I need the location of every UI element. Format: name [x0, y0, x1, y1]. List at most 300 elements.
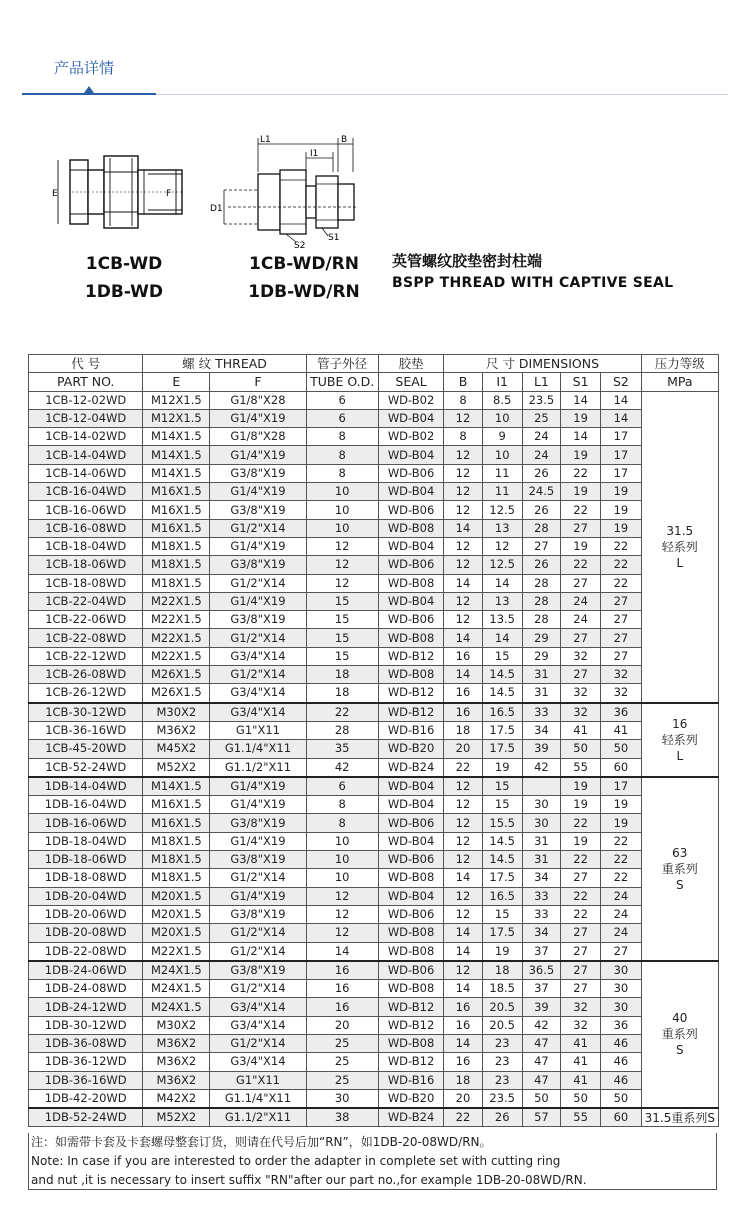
table-cell: 27: [560, 980, 600, 998]
table-row: [29, 758, 719, 777]
table-cell: G1/2"X14: [210, 574, 306, 592]
table-cell: 10: [306, 483, 378, 501]
table-cell: 14: [444, 980, 482, 998]
table-cell: 30: [601, 998, 641, 1016]
table-cell: 10: [306, 501, 378, 519]
table-cell: WD-B06: [378, 556, 444, 574]
table-cell: 22: [306, 703, 378, 722]
table-cell: 27: [560, 666, 600, 684]
fig-label-left-2: 1DB-WD: [84, 282, 164, 302]
table-cell: M16X1.5: [143, 483, 210, 501]
table-row: [29, 721, 719, 739]
table-cell: G1"X11: [210, 721, 306, 739]
table-cell: 14.5: [482, 666, 522, 684]
table-cell: 15: [306, 647, 378, 665]
table-cell: M22X1.5: [143, 629, 210, 647]
table-cell: 1CB-22-04WD: [29, 592, 143, 610]
table-row: [29, 980, 719, 998]
table-cell: 9: [482, 428, 522, 446]
pressure-class-line: 轻系列: [661, 732, 698, 747]
header-s2: S2: [601, 373, 641, 391]
table-cell: 1CB-26-08WD: [29, 666, 143, 684]
table-cell: 8: [444, 391, 482, 409]
table-cell: 1DB-16-06WD: [29, 814, 143, 832]
table-cell: 33: [522, 703, 560, 722]
table-row: [29, 796, 719, 814]
table-cell: 22: [601, 537, 641, 555]
table-cell: WD-B12: [378, 998, 444, 1016]
table-cell: 12: [444, 851, 482, 869]
table-cell: 27: [601, 611, 641, 629]
table-cell: 36: [601, 1016, 641, 1034]
table-cell: M22X1.5: [143, 592, 210, 610]
table-cell: 14: [444, 924, 482, 942]
table-cell: 13: [482, 592, 522, 610]
table-cell: 31: [522, 851, 560, 869]
table-cell: 18: [444, 1071, 482, 1089]
table-cell: 38: [306, 1108, 378, 1127]
table-row: [29, 556, 719, 574]
table-cell: 20.5: [482, 1016, 522, 1034]
table-cell: WD-B04: [378, 832, 444, 850]
table-cell: G3/4"X14: [210, 1016, 306, 1034]
pressure-class-cell: [641, 961, 718, 1108]
pressure-class-cell: [641, 1108, 718, 1127]
table-cell: 50: [522, 1089, 560, 1108]
table-cell: 6: [306, 391, 378, 409]
table-cell: G1/4"X19: [210, 832, 306, 850]
table-cell: 1DB-18-04WD: [29, 832, 143, 850]
table-cell: 19: [601, 483, 641, 501]
table-cell: 47: [522, 1071, 560, 1089]
table-cell: M24X1.5: [143, 961, 210, 980]
table-cell: WD-B06: [378, 905, 444, 923]
table-row: [29, 1016, 719, 1034]
table-row: [29, 592, 719, 610]
table-cell: 1CB-16-04WD: [29, 483, 143, 501]
table-cell: M14X1.5: [143, 777, 210, 796]
pressure-class-cell: [641, 391, 718, 703]
table-cell: 15: [482, 796, 522, 814]
table-cell: 12: [444, 464, 482, 482]
table-cell: 55: [560, 758, 600, 777]
table-cell: 14: [601, 409, 641, 427]
pressure-class-line: S: [675, 877, 684, 892]
table-cell: M24X1.5: [143, 998, 210, 1016]
table-cell: 19: [482, 942, 522, 961]
table-cell: M18X1.5: [143, 851, 210, 869]
table-cell: WD-B08: [378, 666, 444, 684]
header-f: F: [210, 373, 306, 391]
table-cell: 50: [601, 740, 641, 758]
pressure-class-line: 31.5: [666, 523, 694, 538]
table-cell: 12: [444, 611, 482, 629]
table-cell: M20X1.5: [143, 887, 210, 905]
table-cell: M26X1.5: [143, 684, 210, 703]
table-cell: 32: [601, 666, 641, 684]
table-cell: M36X2: [143, 1053, 210, 1071]
table-cell: WD-B06: [378, 611, 444, 629]
table-cell: 50: [601, 1089, 641, 1108]
table-cell: 1DB-30-12WD: [29, 1016, 143, 1034]
table-cell: 8: [306, 796, 378, 814]
table-cell: G1/2"X14: [210, 869, 306, 887]
table-cell: 12: [444, 905, 482, 923]
table-cell: G3/4"X14: [210, 684, 306, 703]
header-pres-cn: 压力等级: [641, 355, 718, 373]
table-cell: 30: [522, 796, 560, 814]
table-cell: 1DB-22-08WD: [29, 942, 143, 961]
table-cell: 18: [444, 721, 482, 739]
table-cell: 41: [601, 721, 641, 739]
table-cell: 14: [444, 574, 482, 592]
fitting-drawing-left: [48, 150, 188, 235]
table-row: [29, 905, 719, 923]
table-cell: 14: [601, 391, 641, 409]
table-cell: 1CB-22-08WD: [29, 629, 143, 647]
table-cell: 31: [522, 832, 560, 850]
table-cell: 32: [560, 998, 600, 1016]
table-cell: WD-B02: [378, 391, 444, 409]
table-cell: WD-B04: [378, 409, 444, 427]
table-cell: 26: [522, 501, 560, 519]
table-cell: 22: [601, 574, 641, 592]
header-b: B: [444, 373, 482, 391]
header-s1: S1: [560, 373, 600, 391]
table-cell: 17: [601, 446, 641, 464]
table-cell: WD-B04: [378, 796, 444, 814]
table-cell: M14X1.5: [143, 428, 210, 446]
table-cell: 17.5: [482, 869, 522, 887]
table-cell: 50: [560, 740, 600, 758]
table-cell: G1"X11: [210, 1071, 306, 1089]
header-code-en: PART NO.: [29, 373, 143, 391]
table-cell: 30: [601, 961, 641, 980]
table-cell: 1DB-16-04WD: [29, 796, 143, 814]
table-cell: WD-B12: [378, 684, 444, 703]
table-cell: 19: [560, 446, 600, 464]
table-row: [29, 1108, 719, 1127]
table-cell: 20.5: [482, 998, 522, 1016]
table-row: [29, 924, 719, 942]
header-seal-cn: 胶垫: [378, 355, 444, 373]
table-cell: 1CB-18-08WD: [29, 574, 143, 592]
table-cell: 12: [444, 592, 482, 610]
table-cell: 22: [560, 887, 600, 905]
table-cell: 37: [522, 942, 560, 961]
table-cell: M30X2: [143, 1016, 210, 1034]
table-cell: M45X2: [143, 740, 210, 758]
pressure-class-line: 重系列: [661, 861, 698, 876]
table-cell: WD-B08: [378, 924, 444, 942]
table-cell: WD-B06: [378, 464, 444, 482]
table-cell: 22: [560, 905, 600, 923]
table-cell: G3/8"X19: [210, 851, 306, 869]
table-cell: M16X1.5: [143, 519, 210, 537]
table-cell: 1CB-16-06WD: [29, 501, 143, 519]
table-cell: 19: [601, 796, 641, 814]
table-row: [29, 483, 719, 501]
table-cell: 12: [444, 556, 482, 574]
header-dim-cn: 尺 寸 DIMENSIONS: [444, 355, 641, 373]
pressure-class-line: 40: [672, 1011, 688, 1026]
table-cell: WD-B12: [378, 1016, 444, 1034]
table-cell: G1.1/2"X11: [210, 1108, 306, 1127]
table-cell: 27: [601, 592, 641, 610]
table-cell: 25: [306, 1034, 378, 1052]
table-cell: 37: [522, 980, 560, 998]
table-cell: M26X1.5: [143, 666, 210, 684]
table-cell: 27: [522, 537, 560, 555]
table-cell: M24X1.5: [143, 980, 210, 998]
table-cell: 22: [560, 814, 600, 832]
table-cell: 15: [306, 592, 378, 610]
table-cell: G3/8"X19: [210, 905, 306, 923]
table-cell: 57: [522, 1108, 560, 1127]
table-cell: WD-B08: [378, 629, 444, 647]
table-cell: 25: [306, 1071, 378, 1089]
table-cell: 22: [560, 501, 600, 519]
table-cell: G1/4"X19: [210, 409, 306, 427]
table-cell: 15: [482, 777, 522, 796]
table-cell: WD-B02: [378, 428, 444, 446]
table-cell: M36X2: [143, 721, 210, 739]
table-cell: WD-B04: [378, 446, 444, 464]
table-cell: 32: [560, 703, 600, 722]
dim-l1-label: L1: [260, 135, 271, 145]
table-row: [29, 703, 719, 722]
table-cell: 16: [444, 998, 482, 1016]
table-cell: 1DB-52-24WD: [29, 1108, 143, 1127]
table-cell: 17.5: [482, 721, 522, 739]
table-row: [29, 961, 719, 980]
table-cell: 14: [306, 942, 378, 961]
table-cell: 30: [522, 814, 560, 832]
table-cell: 39: [522, 740, 560, 758]
table-cell: 1DB-24-06WD: [29, 961, 143, 980]
table-cell: 1CB-16-08WD: [29, 519, 143, 537]
table-cell: 34: [522, 869, 560, 887]
table-cell: 10: [306, 832, 378, 850]
table-cell: 50: [560, 1089, 600, 1108]
table-cell: 1DB-36-16WD: [29, 1071, 143, 1089]
table-row: [29, 666, 719, 684]
table-cell: 12: [444, 409, 482, 427]
table-cell: M16X1.5: [143, 814, 210, 832]
table-cell: G1/2"X14: [210, 519, 306, 537]
table-cell: 22: [601, 851, 641, 869]
table-cell: WD-B20: [378, 740, 444, 758]
table-cell: 1CB-45-20WD: [29, 740, 143, 758]
pressure-class-line: S: [675, 1043, 684, 1058]
table-cell: 24: [560, 611, 600, 629]
table-cell: M18X1.5: [143, 574, 210, 592]
table-cell: G1/2"X14: [210, 666, 306, 684]
table-cell: 20: [444, 1089, 482, 1108]
table-cell: M52X2: [143, 1108, 210, 1127]
table-cell: M20X1.5: [143, 924, 210, 942]
table-cell: 27: [560, 942, 600, 961]
table-cell: 16: [444, 647, 482, 665]
table-cell: G1/4"X19: [210, 887, 306, 905]
table-cell: 23.5: [482, 1089, 522, 1108]
table-row: [29, 428, 719, 446]
table-cell: 12: [444, 796, 482, 814]
header-tube-cn: 管子外径: [306, 355, 378, 373]
table-cell: 32: [601, 684, 641, 703]
table-cell: 6: [306, 409, 378, 427]
table-cell: WD-B12: [378, 647, 444, 665]
table-cell: G1/2"X14: [210, 1034, 306, 1052]
table-cell: 19: [560, 796, 600, 814]
table-cell: 47: [522, 1053, 560, 1071]
table-cell: 15: [482, 905, 522, 923]
table-cell: 14.5: [482, 832, 522, 850]
table-cell: 12: [444, 814, 482, 832]
table-cell: 31: [522, 666, 560, 684]
table-cell: M12X1.5: [143, 391, 210, 409]
table-cell: 26: [522, 464, 560, 482]
table-cell: 27: [560, 961, 600, 980]
table-cell: 28: [522, 592, 560, 610]
table-cell: 42: [306, 758, 378, 777]
table-cell: M36X2: [143, 1034, 210, 1052]
table-cell: M20X1.5: [143, 905, 210, 923]
table-cell: WD-B08: [378, 519, 444, 537]
table-cell: 29: [522, 629, 560, 647]
table-cell: G1/4"X19: [210, 446, 306, 464]
table-row: [29, 1089, 719, 1108]
table-cell: 19: [482, 758, 522, 777]
header-pres-en: MPa: [641, 373, 718, 391]
table-cell: 12: [306, 537, 378, 555]
table-cell: G3/4"X14: [210, 998, 306, 1016]
note-cn: 注：如需带卡套及卡套螺母整套订货，则请在代号后加“RN”，如1DB-20-08WD/RN。: [31, 1135, 492, 1149]
table-cell: 14: [482, 574, 522, 592]
table-cell: 28: [306, 721, 378, 739]
table-cell: 39: [522, 998, 560, 1016]
table-cell: G3/4"X14: [210, 1053, 306, 1071]
table-cell: 34: [522, 924, 560, 942]
table-cell: 24: [560, 592, 600, 610]
table-cell: G1.1/2"X11: [210, 758, 306, 777]
table-cell: G3/8"X19: [210, 814, 306, 832]
table-cell: M22X1.5: [143, 942, 210, 961]
table-cell: 19: [601, 501, 641, 519]
table-cell: 17: [601, 464, 641, 482]
table-cell: 1DB-20-08WD: [29, 924, 143, 942]
table-cell: 1DB-36-08WD: [29, 1034, 143, 1052]
dim-i1-label: I1: [310, 149, 319, 159]
pressure-class-line: 16: [672, 716, 688, 731]
table-cell: 17.5: [482, 924, 522, 942]
table-cell: 1CB-14-04WD: [29, 446, 143, 464]
table-cell: 12.5: [482, 556, 522, 574]
table-cell: G1/2"X14: [210, 942, 306, 961]
table-cell: G3/4"X14: [210, 703, 306, 722]
tab-notch-icon: [84, 86, 94, 93]
table-row: [29, 740, 719, 758]
header-thread-cn: 螺 纹 THREAD: [143, 355, 306, 373]
table-cell: 41: [560, 721, 600, 739]
table-cell: M16X1.5: [143, 501, 210, 519]
dim-e-label: E: [52, 189, 58, 199]
table-cell: 12: [482, 537, 522, 555]
table-row: [29, 777, 719, 796]
table-cell: G3/4"X14: [210, 647, 306, 665]
table-cell: 8: [306, 464, 378, 482]
table-cell: 19: [601, 814, 641, 832]
table-row: [29, 869, 719, 887]
table-cell: 12.5: [482, 501, 522, 519]
pressure-class-line: 重系列: [661, 1027, 698, 1042]
table-cell: 24: [522, 428, 560, 446]
table-row: [29, 647, 719, 665]
table-cell: G1/2"X14: [210, 629, 306, 647]
table-cell: 18.5: [482, 980, 522, 998]
table-cell: G1.1/4"X11: [210, 1089, 306, 1108]
table-cell: WD-B08: [378, 869, 444, 887]
table-cell: WD-B06: [378, 501, 444, 519]
table-cell: 15: [306, 611, 378, 629]
header-e: E: [143, 373, 210, 391]
table-cell: 19: [560, 777, 600, 796]
table-cell: 24: [601, 905, 641, 923]
table-cell: 16: [444, 703, 482, 722]
table-cell: 8: [306, 814, 378, 832]
table-cell: 1CB-12-02WD: [29, 391, 143, 409]
table-cell: 1CB-12-04WD: [29, 409, 143, 427]
table-cell: M36X2: [143, 1071, 210, 1089]
table-row: [29, 519, 719, 537]
table-cell: 1CB-30-12WD: [29, 703, 143, 722]
table-cell: G1/2"X14: [210, 980, 306, 998]
table-row: [29, 998, 719, 1016]
table-cell: M14X1.5: [143, 464, 210, 482]
table-row: [29, 537, 719, 555]
order-note: [28, 1133, 717, 1190]
table-row: [29, 887, 719, 905]
table-row: [29, 409, 719, 427]
pressure-class-line: 63: [672, 845, 688, 860]
table-cell: 27: [560, 574, 600, 592]
table-cell: 1CB-14-02WD: [29, 428, 143, 446]
table-row: [29, 464, 719, 482]
table-cell: 27: [560, 519, 600, 537]
table-cell: 27: [601, 647, 641, 665]
table-cell: WD-B24: [378, 758, 444, 777]
table-cell: 23.5: [522, 391, 560, 409]
spec-table-body: [29, 391, 719, 1127]
table-cell: 14: [560, 391, 600, 409]
table-cell: WD-B24: [378, 1108, 444, 1127]
table-cell: 42: [522, 758, 560, 777]
fig-label-right-1: 1CB-WD/RN: [249, 254, 359, 274]
table-cell: 30: [601, 980, 641, 998]
table-cell: 12: [444, 887, 482, 905]
table-cell: G3/8"X19: [210, 611, 306, 629]
table-cell: 23: [482, 1053, 522, 1071]
header-seal-en: SEAL: [378, 373, 444, 391]
dim-s1-label: S1: [328, 233, 340, 243]
table-cell: G1/4"X19: [210, 592, 306, 610]
table-cell: M22X1.5: [143, 647, 210, 665]
header-tube-en: TUBE O.D.: [306, 373, 378, 391]
fig-label-right: [238, 250, 370, 306]
table-cell: 1DB-36-12WD: [29, 1053, 143, 1071]
pressure-class-cell: [641, 703, 718, 777]
table-cell: 8.5: [482, 391, 522, 409]
